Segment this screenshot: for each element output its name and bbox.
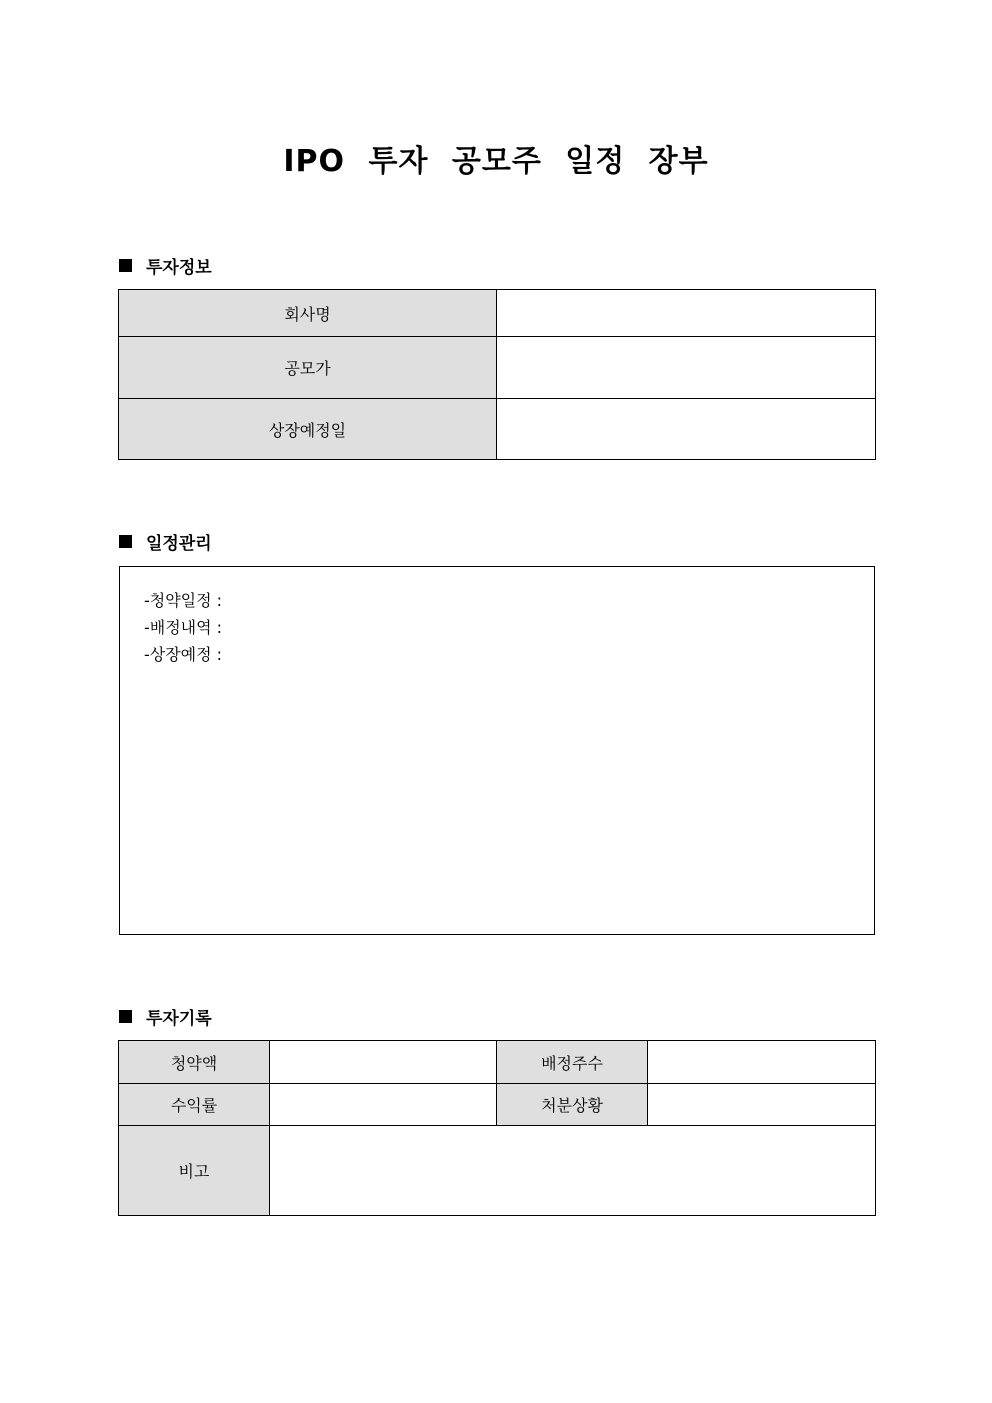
- remarks-label: 비고: [119, 1126, 270, 1216]
- schedule-memo-box[interactable]: [119, 566, 875, 935]
- subscription-amount-label: 청약액: [119, 1041, 270, 1084]
- return-rate-label: 수익률: [119, 1084, 270, 1126]
- square-bullet-icon: [119, 535, 132, 548]
- allocation-detail-line: -배정내역 :: [144, 618, 223, 637]
- section-heading-label: 투자정보: [146, 257, 212, 278]
- section-heading-record: [119, 1004, 212, 1028]
- company-name-label: 회사명: [119, 290, 497, 337]
- offering-price-field[interactable]: [497, 337, 876, 399]
- listing-date-label: 상장예정일: [119, 399, 497, 460]
- subscription-schedule-line: -청약일정 :: [144, 591, 223, 610]
- company-name-field[interactable]: [497, 290, 876, 337]
- disposal-status-label: 처분상황: [497, 1084, 648, 1126]
- return-rate-field[interactable]: [270, 1084, 497, 1126]
- square-bullet-icon: [119, 259, 132, 272]
- offering-price-label: 공모가: [119, 337, 497, 399]
- investment-record-table: [118, 1040, 876, 1216]
- allocated-shares-field[interactable]: [648, 1041, 876, 1084]
- section-heading-schedule: [119, 529, 212, 553]
- listing-plan-line: -상장예정 :: [144, 645, 223, 664]
- allocated-shares-label: 배정주수: [497, 1041, 648, 1084]
- listing-date-field[interactable]: [497, 399, 876, 460]
- section-heading-investment-info: [119, 253, 212, 277]
- schedule-lines: [144, 587, 222, 668]
- table-row: [119, 1041, 876, 1084]
- disposal-status-field[interactable]: [648, 1084, 876, 1126]
- table-row: [119, 290, 876, 337]
- square-bullet-icon: [119, 1010, 132, 1023]
- remarks-field[interactable]: [270, 1126, 876, 1216]
- table-row: [119, 1126, 876, 1216]
- table-row: [119, 1084, 876, 1126]
- investment-info-table: [118, 289, 876, 460]
- table-row: [119, 337, 876, 399]
- section-heading-label: 일정관리: [146, 533, 212, 554]
- page-title: IPO 투자 공모주 일정 장부: [283, 144, 709, 179]
- table-row: [119, 399, 876, 460]
- subscription-amount-field[interactable]: [270, 1041, 497, 1084]
- section-heading-label: 투자기록: [146, 1008, 212, 1029]
